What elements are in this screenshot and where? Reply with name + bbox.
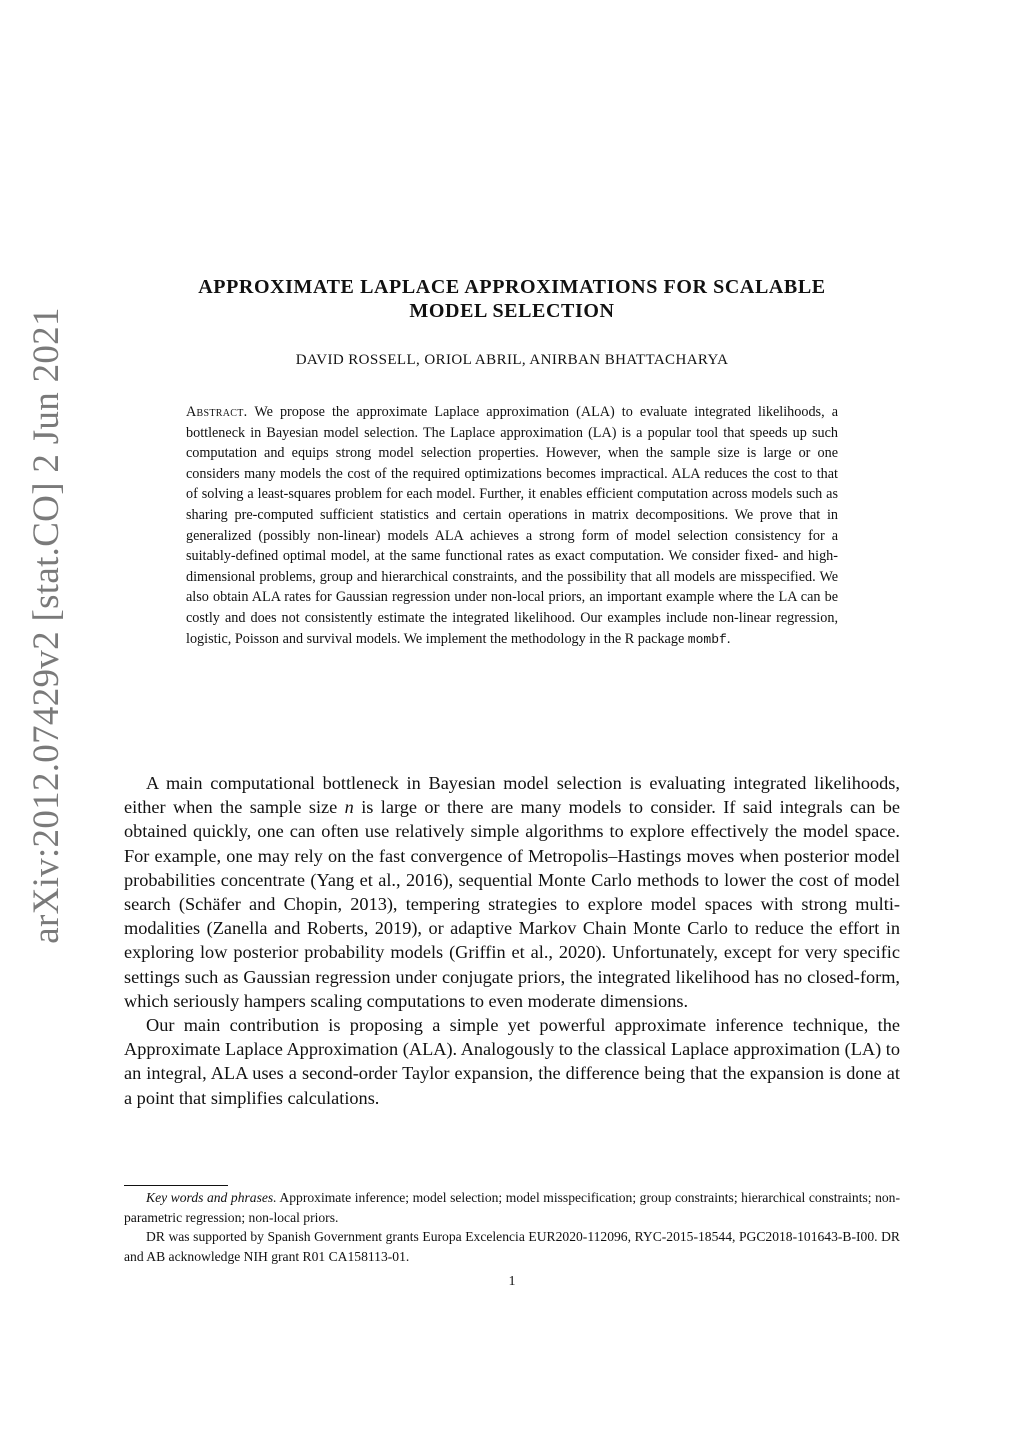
arxiv-identifier-stamp [16,200,76,1050]
abstract [186,402,838,650]
paragraph-1-part-b: is large or there are many models to consider. If said integrals can be obtained quickly, one can often use relatively simple algorithms to explore effectively the model space. For example, one may rely on the fast convergence of Metropolis–Hastings moves when posterior model probabilities concentrate (Yang et al., 2016), sequential Monte Carlo methods to lower the cost of model search (Schäfer and Chopin, 2013), tempering strategies to explore model spaces with strong multi-modalities (Zanella and Roberts, 2019), or adaptive Markov Chain Monte Carlo to reduce the effort in exploring low posterior probability models (Griffin et al., 2020). Unfortunately, except for very specific settings such as Gaussian regression under conjugate priors, the integrated likelihood has no closed-form, which seriously hampers scaling computations to even moderate dimensions. [124,797,900,1011]
abstract-label: Abstract. [186,404,248,420]
body-text [124,771,900,1110]
paper-title [124,275,900,323]
title-line-1: APPROXIMATE LAPLACE APPROXIMATIONS FOR SCALABLE [198,276,826,298]
math-variable-n: n [344,797,354,818]
title-line-2: MODEL SELECTION [409,300,615,322]
abstract-end: . [726,630,731,647]
keywords-label: Key words and phrases. [146,1190,277,1205]
body-paragraph-2: Our main contribution is proposing a simple yet powerful approximate inference technique, the Approximate Laplace Approximation (ALA). Analogously to the classical Laplace approximation (LA) to an integral, ALA uses a second-order Taylor expansion, the difference being that the expansion is done at a point that simplifies calculations. [124,1015,900,1108]
footnote-keywords [124,1188,900,1227]
arxiv-identifier-text: arXiv:2012.07429v2 [stat.CO] 2 Jun 2021 [25,306,67,944]
paragraph-1-part-a: A main computational bottleneck in Bayesian model selection is evaluating integrated likelihoods, either when the sample size [124,773,900,818]
body-paragraph-1 [124,771,900,1013]
author-list: DAVID ROSSELL, ORIOL ABRIL, ANIRBAN BHATTACHARYA [295,352,729,368]
keywords-text: Approximate inference; model selection; model misspecification; group constraints; hierarchical constraints; non-parametric regression; non-local priors. [124,1190,900,1225]
package-name: mombf [687,631,727,647]
footnotes [124,1188,900,1266]
abstract-text: We propose the approximate Laplace approximation (ALA) to evaluate integrated likelihoods, a bottleneck in Bayesian model selection. The Laplace approximation (LA) is a popular tool that speeds up such computation and equips strong model selection properties. However, when the sample size is large or one considers many models the cost of the required optimizations becomes impractical. ALA reduces the cost to that of solving a least-squares problem for each model. Further, it enables efficient computation across models such as sharing pre-computed sufficient statistics and certain operations in matrix decompositions. We prove that in generalized (possibly non-linear) models ALA achieves a strong form of model selection consistency for a suitably-defined optimal model, at the same functional rates as exact computation. We consider fixed- and high-dimensional problems, group and hierarchical constraints, and the possibility that all models are misspecified. We also obtain ALA rates for Gaussian regression under non-local priors, an important example where the LA can be costly and does not consistently estimate the integrated likelihood. Our examples include non-linear regression, logistic, Poisson and survival models. We implement the methodology in the R package [186,404,838,647]
page-number: 1 [508,1274,516,1289]
footnote-funding: DR was supported by Spanish Government grants Europa Excelencia EUR2020-112096, RYC-2015-18544, PGC2018-101643-B-I00. DR and AB acknowledge NIH grant R01 CA158113-01. [124,1229,900,1264]
footnote-divider [124,1185,228,1186]
